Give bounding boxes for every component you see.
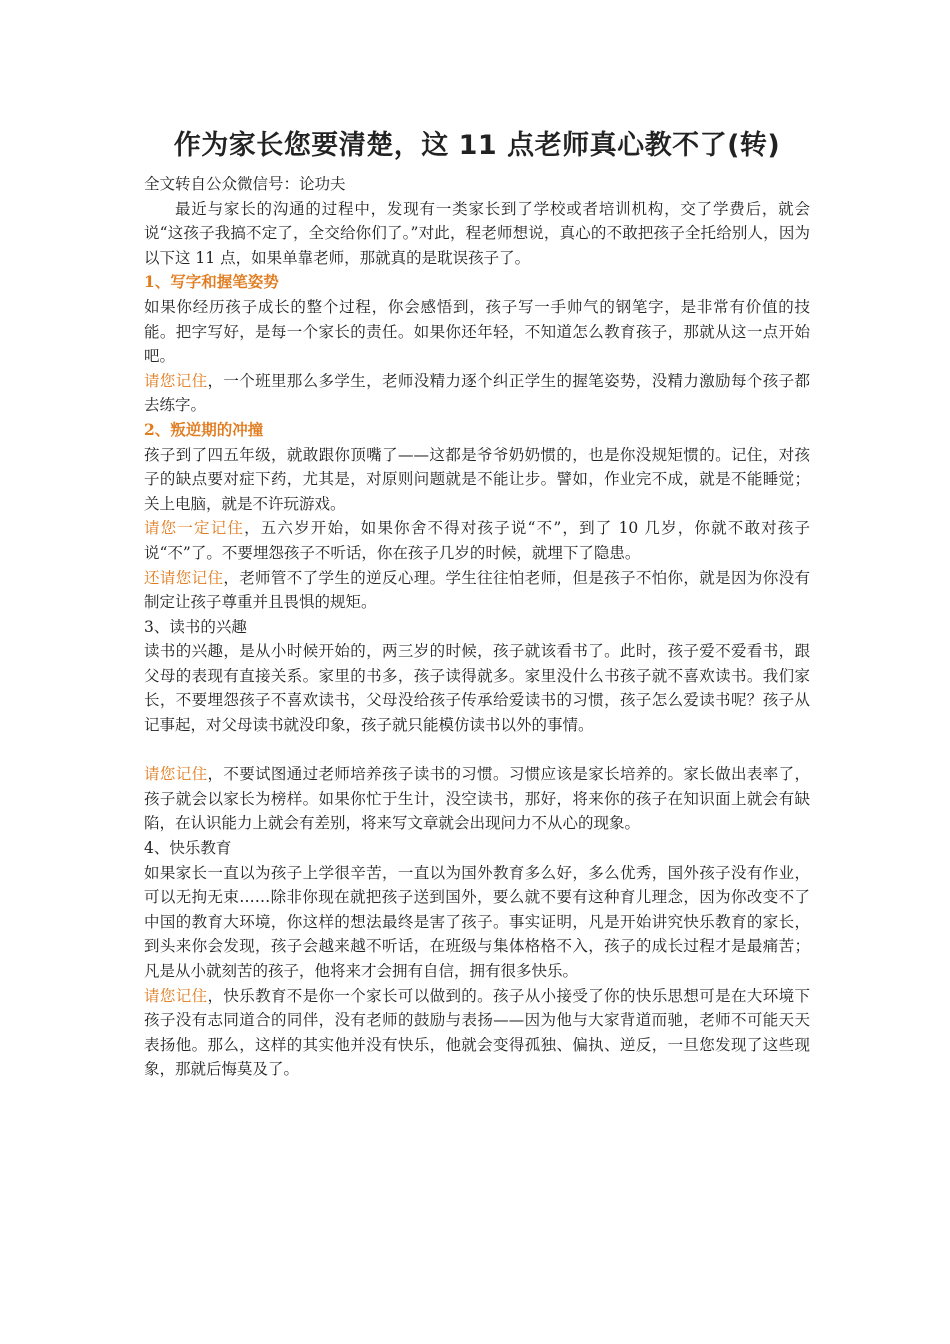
note-text: ，快乐教育不是你一个家长可以做到的。孩子从小接受了你的快乐思想可是在大环境下孩子没有志同道合的同伴，没有老师的鼓励与表扬——因为他与大家背道而驰，老师不可能天天表扬他。那么，这样的其实他并没有快乐，他就会变得孤独、偏执、逆反，一旦您发现了这些现象，那就后悔莫及了。 — [144, 986, 810, 1079]
document-title: 作为家长您要清楚，这 11 点老师真心教不了(转) — [173, 130, 781, 161]
document-body — [144, 172, 810, 1082]
section-heading-1: 1、写字和握笔姿势 — [144, 272, 279, 292]
section-body-4: 如果家长一直以为孩子上学很辛苦，一直以为国外教育多么好，多么优秀，国外孩子没有作业，可以无拘无束……除非你现在就把孩子送到国外，要么就不要有这种育儿理念，因为你改变不了中国的教育大环境，你这样的想法最终是害了孩子。事实证明，凡是开始讲究快乐教育的家长，到头来你会发现，孩子会越来越不听话，在班级与集体格格不入，孩子的成长过程才是最痛苦；凡是从小就刻苦的孩子，他将来才会拥有自信，拥有很多快乐。 — [144, 863, 810, 980]
section-note-2-2 — [144, 566, 810, 615]
section-body-1: 如果你经历孩子成长的整个过程，你会感悟到，孩子写一手帅气的钢笔字，是非常有价值的技能。把字写好，是每一个家长的责任。如果你还年轻，不知道怎么教育孩子，那就从这一点开始吧。 — [144, 297, 810, 366]
section-note-4-1 — [144, 984, 810, 1082]
section-heading-2: 2、叛逆期的冲撞 — [144, 419, 264, 439]
section-note-3-1 — [144, 762, 810, 836]
section-body-3: 读书的兴趣，是从小时候开始的，两三岁的时候，孩子就该看书了。此时，孩子爱不爱看书，跟父母的表现有直接关系。家里的书多，孩子读得就多。家里没什么书孩子就不喜欢读书。我们家长，不要埋怨孩子不喜欢读书，父母没给孩子传承给爱读书的习惯，孩子怎么爱读书呢？孩子从记事起，对父母读书就没印象，孩子就只能模仿读书以外的事情。 — [144, 642, 810, 735]
note-text: ，一个班里那么多学生，老师没精力逐个纠正学生的握笔姿势，没精力激励每个孩子都去练字。 — [144, 371, 810, 415]
blank-line — [144, 738, 810, 763]
note-text: ，老师管不了学生的逆反心理。学生往往怕老师，但是孩子不怕你，就是因为你没有制定让孩子尊重并且畏惧的规矩。 — [144, 568, 810, 612]
note-lead: 请您记住 — [144, 371, 208, 390]
note-lead: 请您记住 — [144, 986, 208, 1005]
source-line: 全文转自公众微信号：论功夫 — [144, 175, 346, 193]
section-heading-3: 3、读书的兴趣 — [144, 617, 247, 636]
section-note-1-1 — [144, 369, 810, 418]
section-heading-4: 4、快乐教育 — [144, 839, 232, 858]
note-text: ，五六岁开始，如果你舍不得对孩子说“不”，到了 10 几岁，你就不敢对孩子说“不”了。不要埋怨孩子不听话，你在孩子几岁的时候，就埋下了隐患。 — [144, 519, 810, 562]
section-body-2: 孩子到了四五年级，就敢跟你顶嘴了——这都是爷爷奶奶惯的，也是你没规矩惯的。记住，对孩子的缺点要对症下药，尤其是，对原则问题就是不能让步。譬如，作业完不成，就是不能睡觉；关上电脑，就是不许玩游戏。 — [144, 445, 810, 513]
intro-paragraph: 最近与家长的沟通的过程中，发现有一类家长到了学校或者培训机构，交了学费后，就会说“这孩子我搞不定了，全交给你们了。”对此，程老师想说，真心的不敢把孩子全托给别人，因为以下这 11 点，如果单靠老师，那就真的是耽误孩子了。 — [144, 199, 810, 267]
note-lead: 还请您记住 — [144, 568, 224, 587]
note-text: ，不要试图通过老师培养孩子读书的习惯。习惯应该是家长培养的。家长做出表率了，孩子就会以家长为榜样。如果你忙于生计，没空读书，那好，将来你的孩子在知识面上就会有缺陷，在认识能力上就会有差别，将来写文章就会出现问力不从心的现象。 — [144, 765, 810, 833]
note-lead: 请您记住 — [144, 765, 208, 784]
section-note-2-1 — [144, 516, 810, 565]
note-lead: 请您一定记住 — [144, 519, 245, 538]
